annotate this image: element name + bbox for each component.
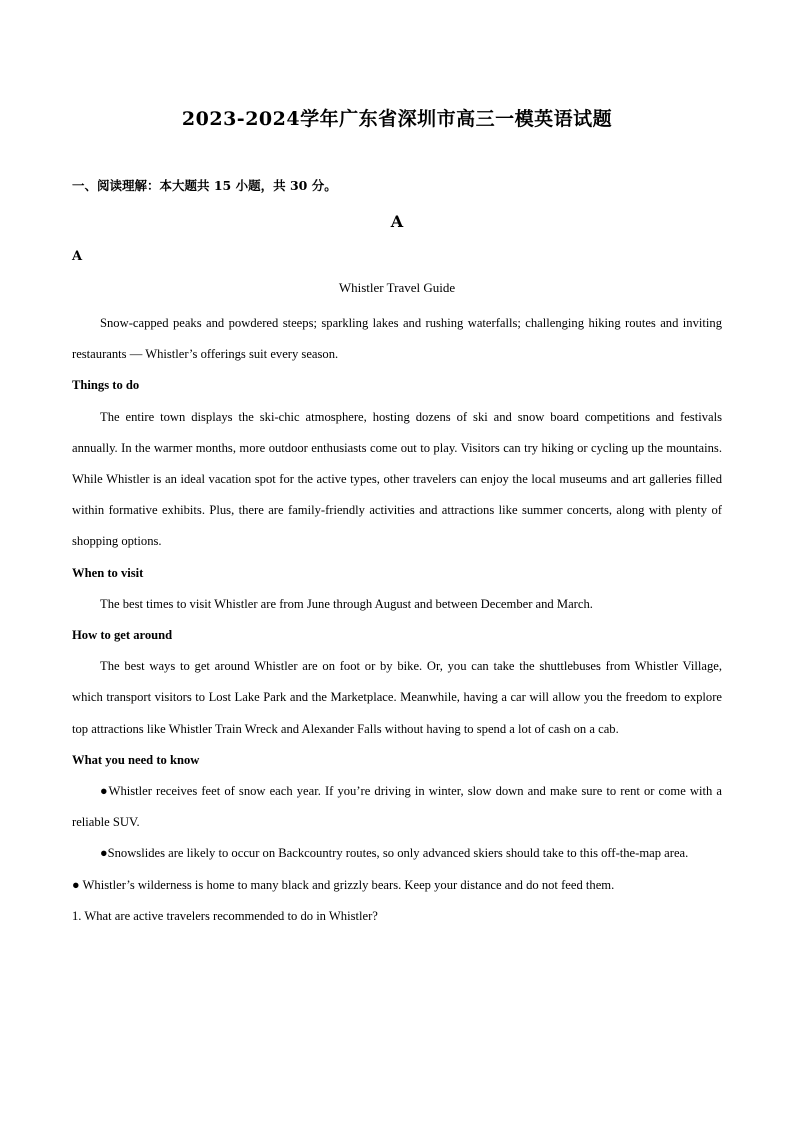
passage-body xyxy=(72,308,722,932)
when-to-visit-paragraph: The best times to visit Whistler are from June through August and between December and March. xyxy=(100,596,593,611)
how-to-get-around-paragraph: The best ways to get around Whistler are on foot or by bike. Or, you can take the shuttlebuses from Whistler Village, which transport visitors to Lost Lake Park and the Marketplace. Meanwhile, having a car will allow you the freedom to explore top attractions like Whistler Train Wreck and Alexander Falls without having to spend a lot of cash on a cab. xyxy=(72,659,722,736)
bullet-item: ●Snowslides are likely to occur on Backcountry routes, so only advanced skiers should take to this off-the-map area. xyxy=(100,846,689,861)
bullet-item: ● Whistler’s wilderness is home to many black and grizzly bears. Keep your distance and do not feed them. xyxy=(72,877,615,892)
when-to-visit-heading: When to visit xyxy=(72,565,144,580)
bullet-item: ●Whistler receives feet of snow each year. If you’re driving in winter, slow down and make sure to rent or come with a reliable SUV. xyxy=(72,784,722,830)
things-to-do-heading: Things to do xyxy=(72,378,140,393)
how-to-get-around-heading: How to get around xyxy=(72,628,173,643)
question-1: 1. What are active travelers recommended to do in Whistler? xyxy=(72,908,378,923)
things-to-do-paragraph: The entire town displays the ski-chic atmosphere, hosting dozens of ski and snow board competitions and festivals annually. In the warmer months, more outdoor enthusiasts come out to play. Visitors can try hiking or cycling up the mountains. While Whistler is an ideal vacation spot for the active types, other travelers can enjoy the local museums and art galleries filled within formative exhibits. Plus, there are family-friendly activities and attractions like summer concerts, along with plenty of shopping options. xyxy=(72,409,722,549)
guide-title: Whistler Travel Guide xyxy=(338,280,456,295)
section-header: 一、阅读理解：本大题共 15 小题，共 30 分。 xyxy=(72,178,337,193)
intro-paragraph: Snow-capped peaks and powdered steeps; sparkling lakes and rushing waterfalls; challenging hiking routes and inviting restaurants — Whistler’s offerings suit every season. xyxy=(72,316,722,362)
what-you-need-heading: What you need to know xyxy=(72,752,200,767)
passage-label-center: A xyxy=(390,212,404,231)
passage-label-left: A xyxy=(72,249,83,264)
page-title: 2023-2024学年广东省深圳市高三一模英语试题 xyxy=(181,108,613,130)
